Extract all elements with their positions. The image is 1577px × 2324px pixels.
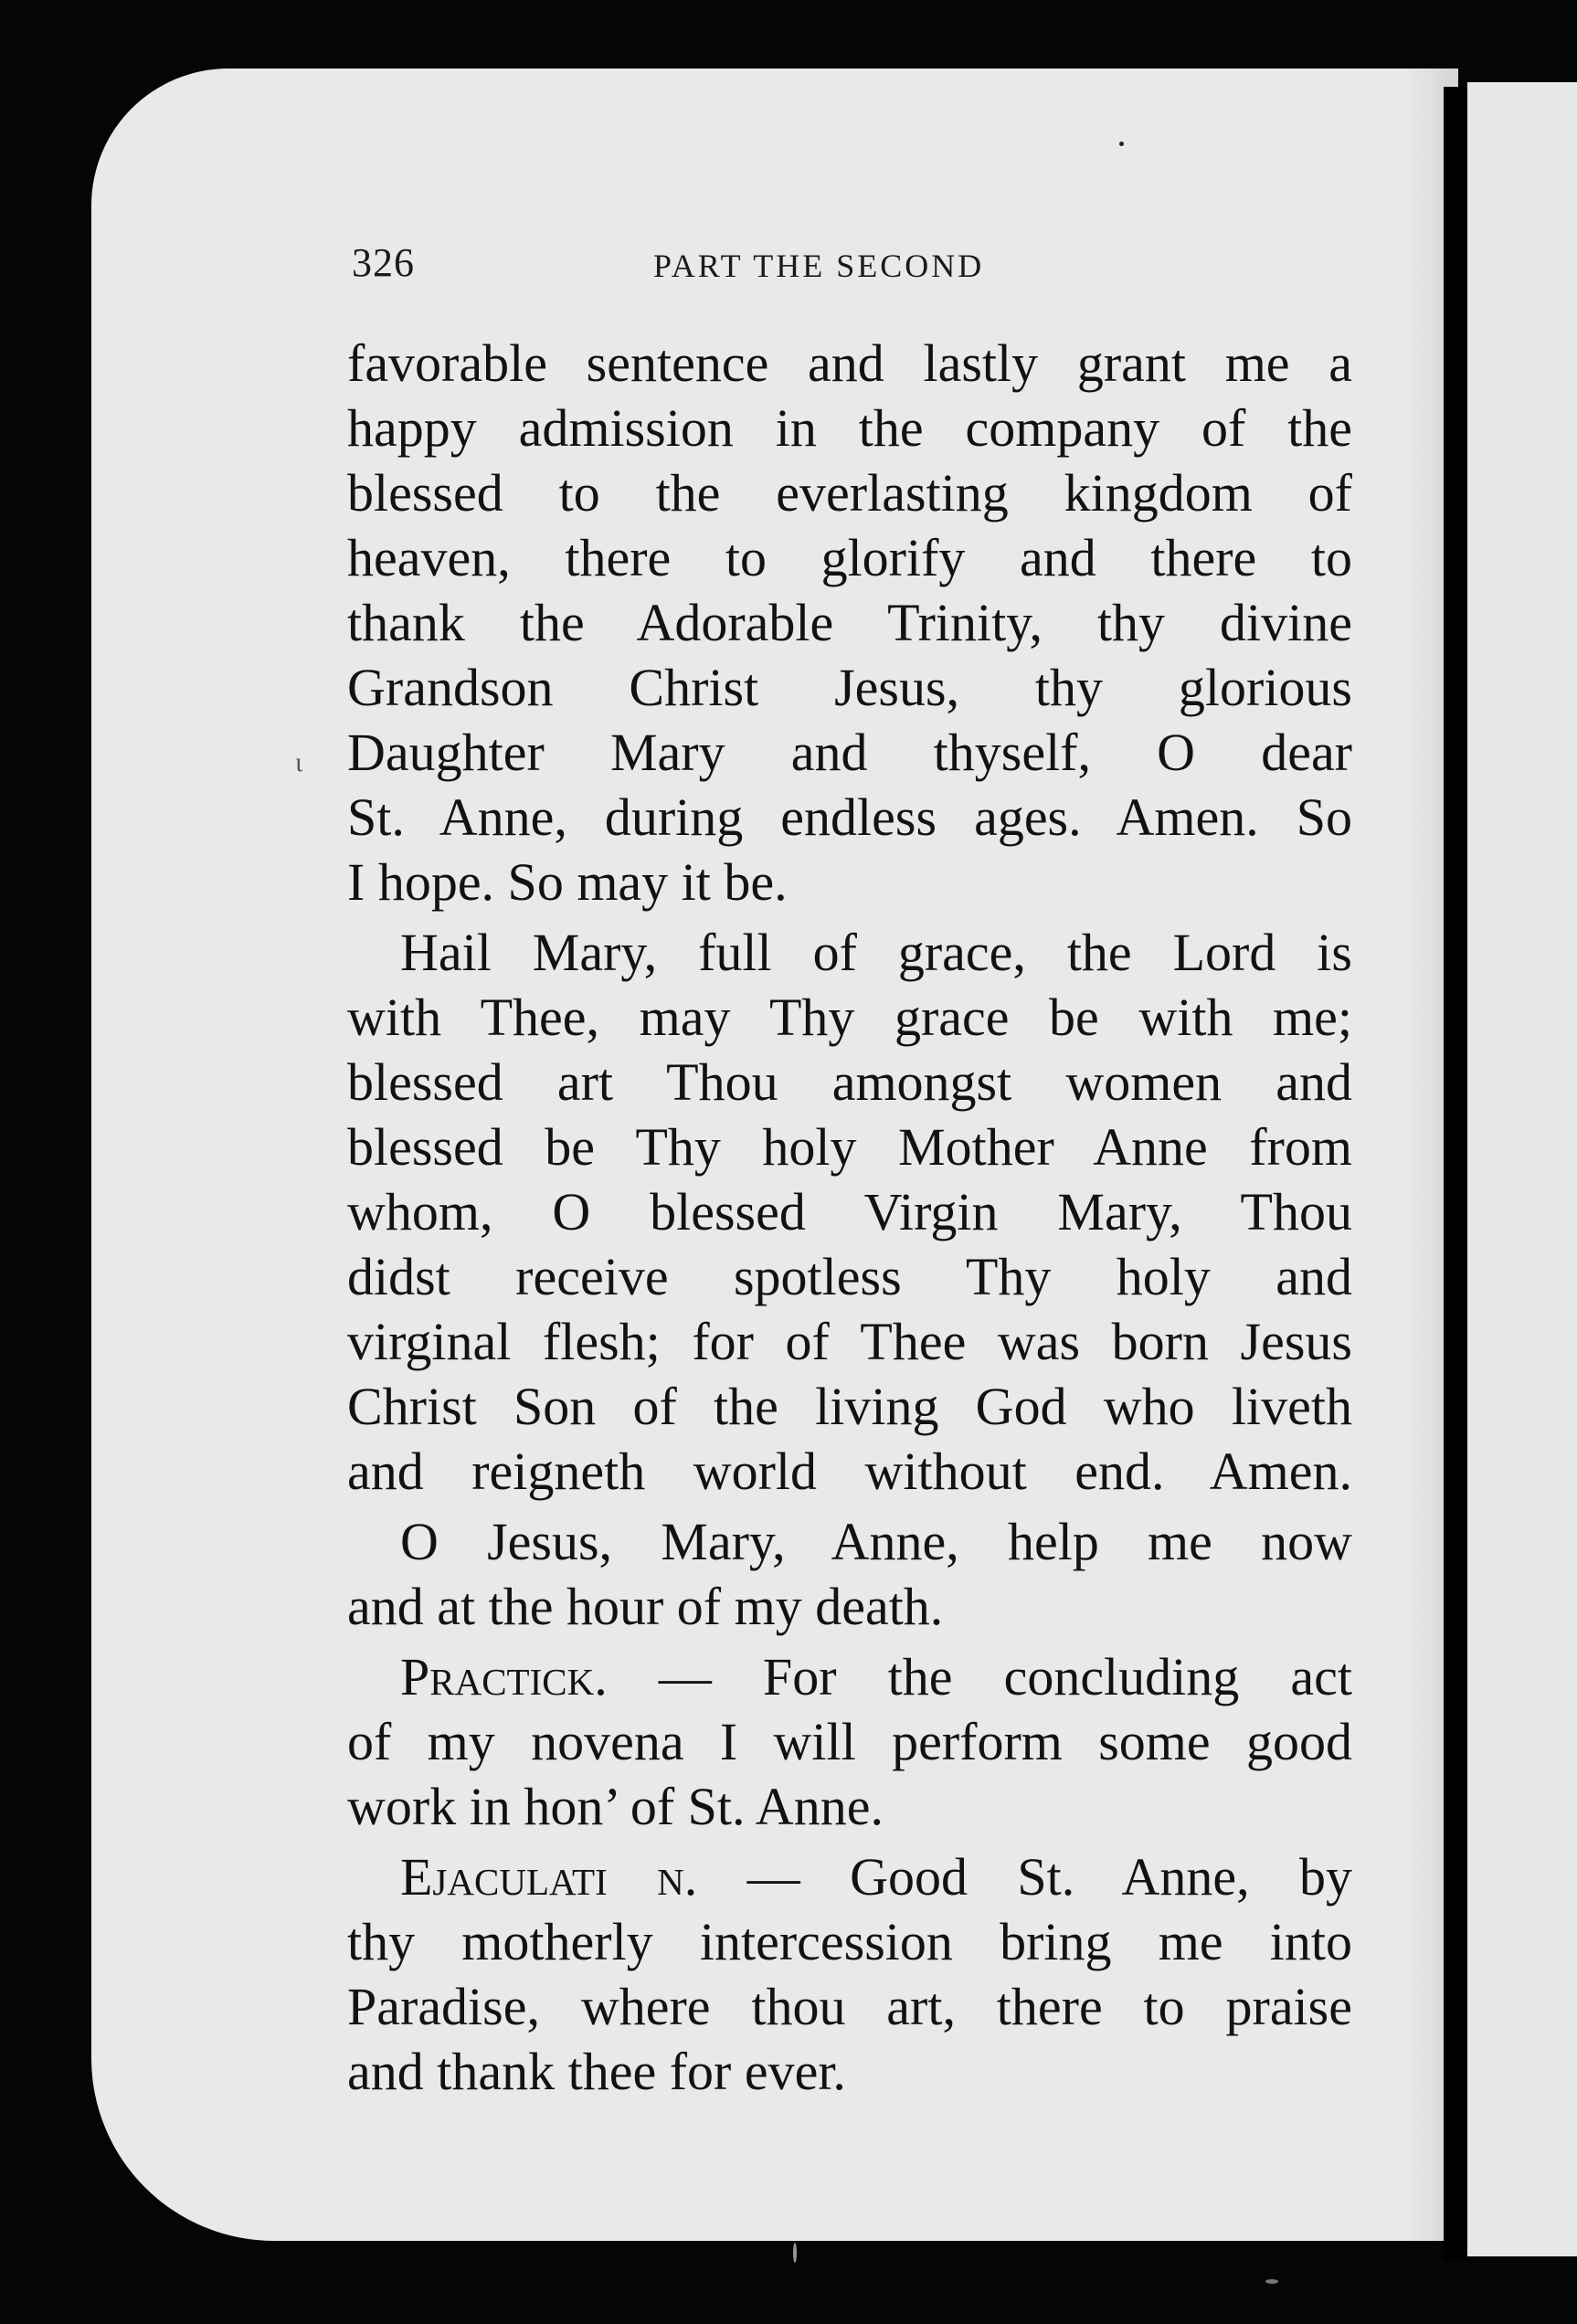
text-line: work in hon’ of St. Anne. (347, 1777, 884, 1836)
text-line: Paradise, where thou art, there to praise (347, 1977, 1352, 2036)
text-line: virginal flesh; for of Thee was born Jesus (347, 1312, 1352, 1371)
text-line: Christ Son of the living God who liveth (347, 1377, 1352, 1436)
text-line: blessed art Thou amongst women and (347, 1052, 1352, 1112)
margin-mark: ι (295, 747, 303, 777)
paragraph-ejaculation (347, 1844, 1352, 2104)
text-line: of my novena I will perform some good (347, 1712, 1352, 1771)
text-line: and thank thee for ever. (347, 2042, 846, 2101)
page-body (347, 331, 1352, 2104)
text-line: thy motherly intercession bring me into (347, 1912, 1352, 1971)
text-line: St. Anne, during endless ages. Amen. So (347, 787, 1352, 847)
ejaculation-text: — Good St. Anne, by (746, 1847, 1352, 1907)
text-line: heaven, there to glorify and there to (347, 528, 1352, 587)
text-line: Daughter Mary and thyself, O dear (347, 723, 1352, 782)
paragraph-invocation (347, 1509, 1352, 1639)
text-line: Hail Mary, full of grace, the Lord is (400, 923, 1352, 982)
facing-page-edge (1467, 82, 1577, 2256)
ejaculation-label: Ejaculati n. (400, 1847, 698, 1907)
text-line: thank the Adorable Trinity, thy divine (347, 593, 1352, 652)
text-line: I hope. So may it be. (347, 852, 788, 912)
dust-speck (793, 2243, 797, 2263)
paragraph-practice (347, 1644, 1352, 1839)
practice-label: Practick. (400, 1647, 608, 1706)
text-line: whom, O blessed Virgin Mary, Thou (347, 1182, 1352, 1241)
text-line: favorable sentence and lastly grant me a (347, 333, 1352, 393)
practice-text: — For the concluding act (658, 1647, 1352, 1706)
text-line: blessed to the everlasting kingdom of (347, 463, 1352, 523)
paragraph-prayer-conclusion (347, 331, 1352, 914)
paragraph-hail-mary (347, 920, 1352, 1504)
text-line (347, 1844, 1352, 1909)
book-gutter (1444, 87, 1467, 2261)
text-line: blessed be Thy holy Mother Anne from (347, 1117, 1352, 1177)
text-line: happy admission in the company of the (347, 398, 1352, 458)
text-line: O Jesus, Mary, Anne, help me now (400, 1512, 1352, 1571)
text-line: didst receive spotless Thy holy and (347, 1247, 1352, 1306)
running-head (352, 239, 1375, 303)
page-number: 326 (352, 240, 415, 285)
text-line: and at the hour of my death. (347, 1577, 944, 1636)
text-line: Grandson Christ Jesus, thy glorious (347, 658, 1352, 717)
dust-speck (1119, 142, 1124, 146)
text-line: and reigneth world without end. Amen. (347, 1442, 1352, 1501)
dust-speck (1265, 2279, 1278, 2284)
text-line: with Thee, may Thy grace be with me; (347, 988, 1352, 1047)
running-title: PART THE SECOND (653, 248, 985, 284)
text-line (347, 1644, 1352, 1709)
